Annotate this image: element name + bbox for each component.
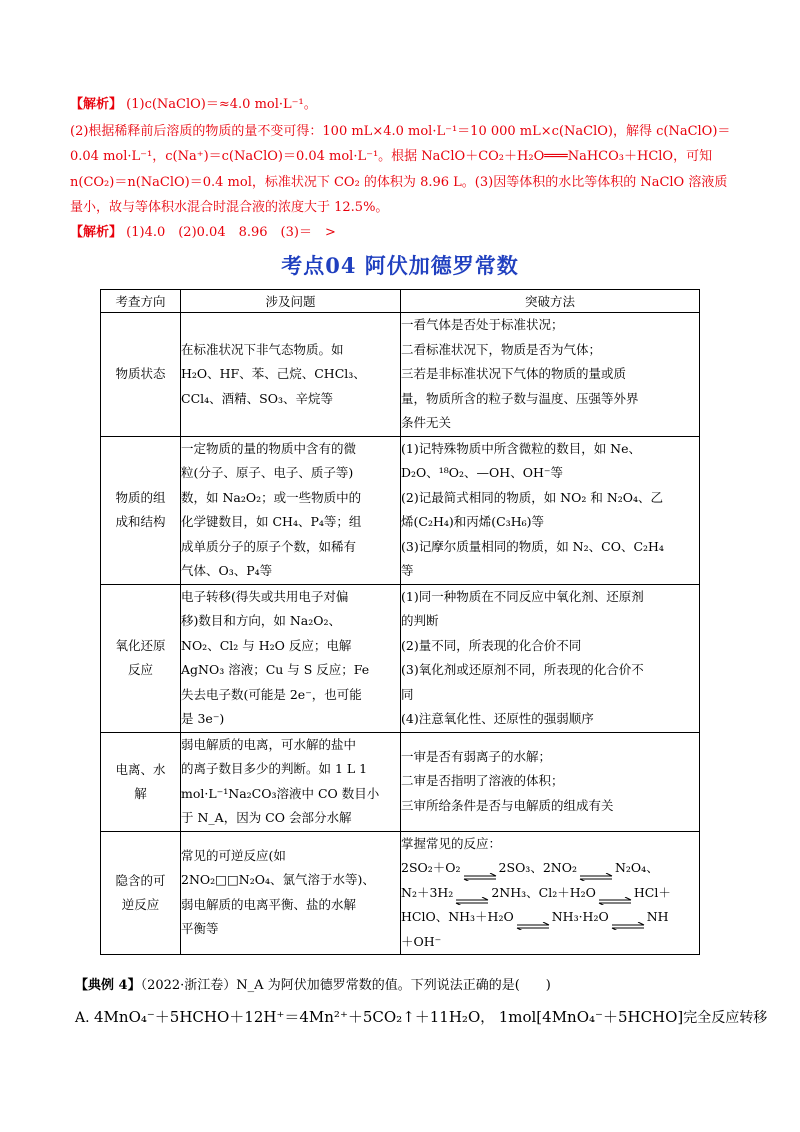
row-issues: 常见的可逆反应(如 2NO₂□□N₂O₄、氯气溶于水等)、 弱电解质的电离平衡、盐的水解 平衡等 bbox=[181, 831, 401, 955]
reversible-arrow-icon bbox=[598, 889, 632, 897]
example-label: 【典例 4】 bbox=[75, 978, 141, 993]
equation-line-2: N₂＋3H₂ 2NH₃、Cl₂＋H₂O HCl＋ bbox=[401, 881, 699, 906]
answer-line: 【解析】 (1)4.0 (2)0.04 8.96 (3)＝ > bbox=[70, 225, 336, 240]
analysis-line-1: 【解析】 (1)c(NaClO)＝≈4.0 mol·L⁻¹。 bbox=[70, 97, 317, 112]
analysis-line-5: 量小，故与等体积水混合时混合液的浓度大于 12.5%。 bbox=[70, 200, 389, 215]
table-row bbox=[101, 732, 700, 831]
table-row bbox=[101, 313, 700, 437]
reversible-arrow-icon bbox=[455, 889, 489, 897]
row-category: 物质的组 成和结构 bbox=[101, 436, 181, 584]
row-issues: 在标准状况下非气态物质。如 H₂O、HF、苯、己烷、CHCl₃、 CCl₄、酒精、SO₃、辛烷等 bbox=[181, 313, 401, 437]
analysis-line-4: n(CO₂)＝n(NaClO)＝0.4 mol，标准状况下 CO₂ 的体积为 8.96 L。(3)因等体积的水比等体积的 NaClO 溶液质 bbox=[70, 175, 728, 190]
analysis-line-3: 0.04 mol·L⁻¹，c(Na⁺)＝c(NaClO)＝0.04 mol·L⁻¹。根据 NaClO＋CO₂＋H₂O═══NaHCO₃＋HClO，可知 bbox=[70, 149, 713, 164]
summary-table bbox=[100, 289, 700, 955]
analysis-line-2: (2)根据稀释前后溶质的物质的量不变可得：100 mL×4.0 mol·L⁻¹＝10 000 mL×c(NaClO)，解得 c(NaClO)＝ bbox=[70, 124, 731, 139]
option-a: A. 4MnO₄⁻＋5HCHO＋12H⁺＝4Mn²⁺＋5CO₂↑＋11H₂O， 1mol[4MnO₄⁻＋5HCHO]完全反应转移 bbox=[75, 1008, 768, 1026]
row-category: 电离、水 解 bbox=[101, 732, 181, 831]
option-label: A. bbox=[75, 1010, 90, 1026]
row-category: 隐含的可 逆反应 bbox=[101, 831, 181, 955]
reversible-arrow-icon bbox=[579, 865, 613, 873]
row-methods: (1)记特殊物质中所含微粒的数目，如 Ne、 D₂O、¹⁸O₂、—OH、OH⁻等 (2)记最简式相同的物质，如 NO₂ 和 N₂O₄、乙 烯(C₂H₄)和丙烯(C₃H₆)等 (3)记摩尔质量相同的物质，如 N₂、CO、C₂H₄ 等 bbox=[401, 436, 700, 584]
row-issues: 一定物质的量的物质中含有的微 粒(分子、原子、电子、质子等) 数，如 Na₂O₂；或一些物质中的 化学键数目，如 CH₄、P₄等；组 成单质分子的原子个数，如稀有 气体、O₃、P₄等 bbox=[181, 436, 401, 584]
row-issues: 弱电解质的电离，可水解的盐中 的离子数目多少的判断。如 1 L 1 mol·L⁻¹Na₂CO₃溶液中 CO 数目小 于 N_A，因为 CO 会部分水解 bbox=[181, 732, 401, 831]
equation-line-3: HClO、NH₃＋H₂O NH₃·H₂O NH bbox=[401, 905, 699, 930]
header-direction: 考查方向 bbox=[101, 290, 181, 313]
row-category: 氧化还原 反应 bbox=[101, 584, 181, 732]
equation-line-1: 2SO₂＋O₂ 2SO₃、2NO₂ N₂O₄、 bbox=[401, 856, 699, 881]
table-row bbox=[101, 831, 700, 955]
row-methods: 一看气体是否处于标准状况； 二看标准状况下，物质是否为气体； 三若是非标准状况下气体的物质的量或质 量，物质所含的粒子数与温度、压强等外界 条件无关 bbox=[401, 313, 700, 437]
header-methods: 突破方法 bbox=[401, 290, 700, 313]
row-methods: (1)同一种物质在不同反应中氧化剂、还原剂 的判断 (2)量不同，所表现的化合价不同 (3)氧化剂或还原剂不同，所表现的化合价不 同 (4)注意氧化性、还原性的强弱顺序 bbox=[401, 584, 700, 732]
reversible-arrow-icon bbox=[463, 865, 497, 873]
answer-tag: 【解析】 bbox=[70, 225, 123, 240]
reversible-arrow-icon bbox=[516, 914, 550, 922]
row-issues: 电子转移(得失或共用电子对偏 移)数目和方向，如 Na₂O₂、 NO₂、Cl₂ 与 H₂O 反应；电解 AgNO₃ 溶液；Cu 与 S 反应；Fe 失去电子数(可能是 2e⁻，也可能 是 3e⁻) bbox=[181, 584, 401, 732]
example-line: 【典例 4】（2022·浙江卷）N_A 为阿伏加德罗常数的值。下列说法正确的是( ) bbox=[75, 978, 551, 993]
row-methods: 一审是否有弱离子的水解； 二审是否指明了溶液的体积； 三审所给条件是否与电解质的组成有关 bbox=[401, 732, 700, 831]
table-row bbox=[101, 436, 700, 584]
table-header-row bbox=[101, 290, 700, 313]
reversible-arrow-icon bbox=[611, 914, 645, 922]
header-issues: 涉及问题 bbox=[181, 290, 401, 313]
analysis-tag: 【解析】 bbox=[70, 97, 123, 112]
row-methods: 掌握常见的反应： 2SO₂＋O₂ 2SO₃、2NO₂ N₂O₄、 N₂＋3H₂ 2NH₃、Cl₂＋H₂O HCl＋ HClO、NH₃＋H₂O NH₃·H₂O NH ＋OH⁻ bbox=[401, 831, 700, 955]
row-category: 物质状态 bbox=[101, 313, 181, 437]
section-title: 考点04 阿伏加德罗常数 bbox=[281, 253, 519, 278]
table-row bbox=[101, 584, 700, 732]
